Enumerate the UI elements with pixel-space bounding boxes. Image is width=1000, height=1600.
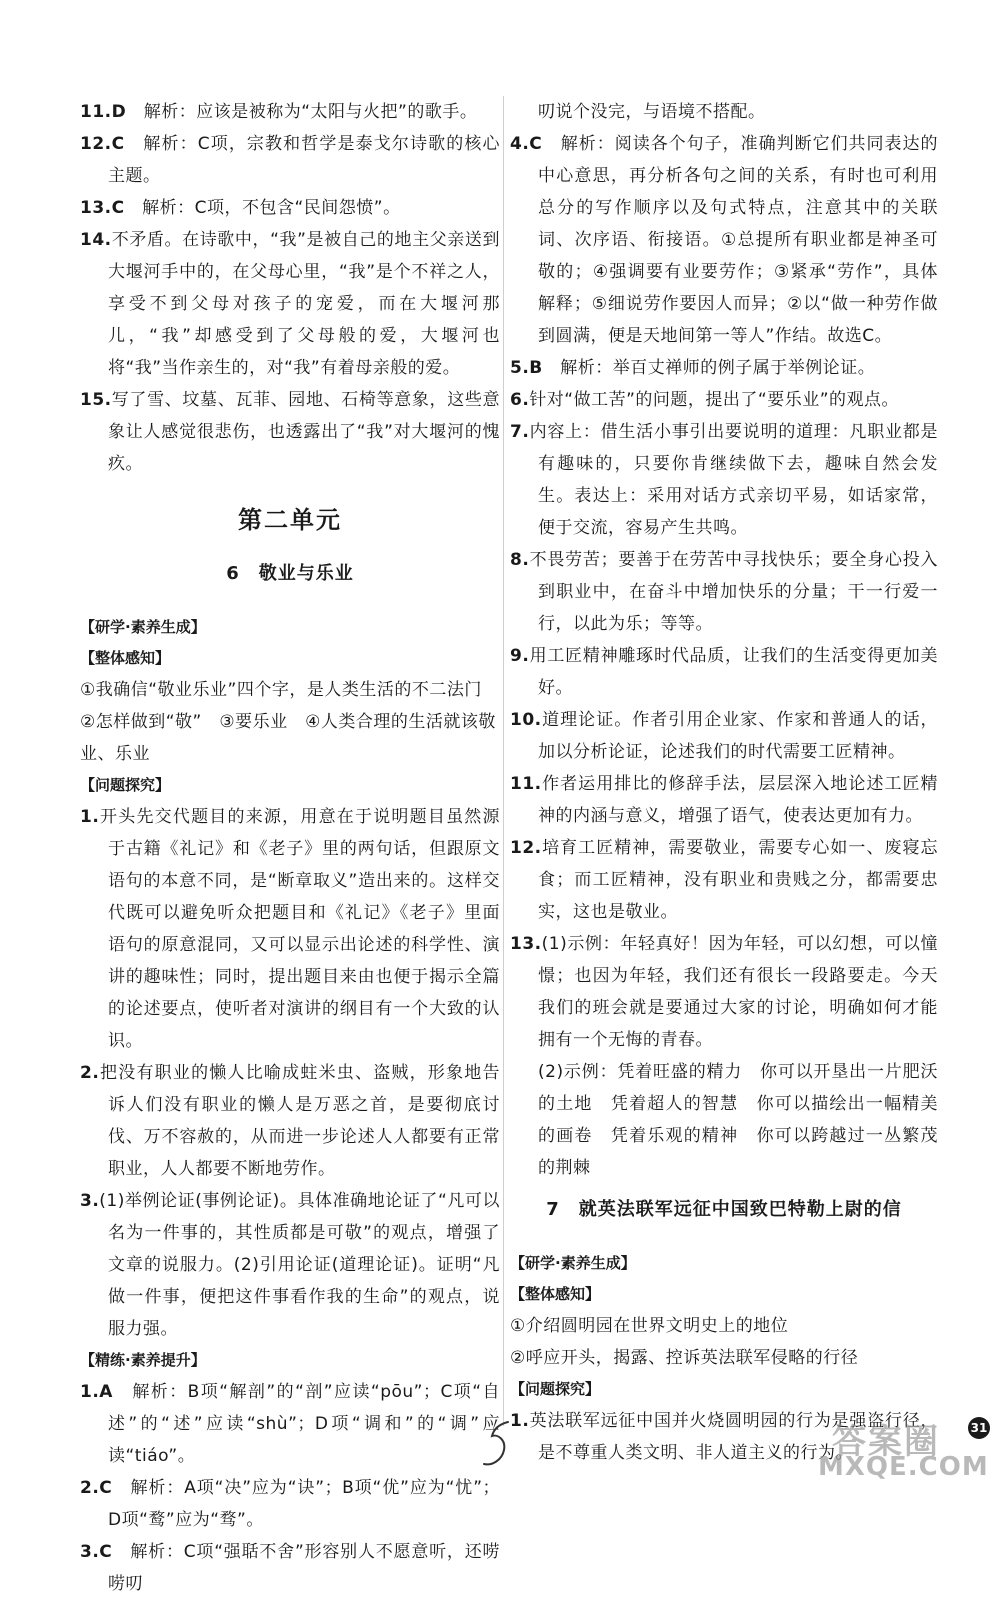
wenti-item-1 — [80, 801, 500, 1057]
item-number: 5.B — [510, 358, 543, 378]
item-number: 6. — [510, 390, 530, 410]
jinglian-item-11 — [510, 768, 938, 832]
right-column — [510, 96, 938, 1469]
jinglian-item-4 — [510, 128, 938, 352]
section-label-wenti: 【问题探究】 — [80, 776, 171, 794]
item-text: 解析：阅读各个句子，准确判断它们共同表达的中心意思，再分析各句之间的关系，有时也可利用总分的写作顺序以及句式特点，注意其中的关联词、次序语、衔接语。①总提所有职业都是神圣可敬的；④强调要有业要劳作；③紧承“劳作”，具体解释；⑤细说劳作要因人而异；②以“做一种劳作做到圆满，便是天地间第一等人”作结。故选C。 — [538, 134, 939, 346]
zhengti-line: ②呼应开头，揭露、控诉英法联军侵略的行径 — [510, 1348, 859, 1368]
item-number: 14. — [80, 230, 112, 250]
jinglian-item-6 — [510, 384, 938, 416]
section-label-zhengti: 【整体感知】 — [80, 649, 171, 667]
item-number: 9. — [510, 646, 530, 666]
answer-item-13 — [80, 192, 500, 224]
section-label-zhengti: 【整体感知】 — [510, 1285, 601, 1303]
item-text: (1)举例论证(事例论证)。具体准确地论证了“凡可以名为一件事的，其性质都是可敬”的观点，增强了文章的说服力。(2)引用论证(道理论证)。证明“凡做一件事，便把这件事看作我的生命”的观点，说服力强。 — [99, 1191, 500, 1339]
item-number: 2. — [80, 1063, 100, 1083]
item-text: 作者运用排比的修辞手法，层层深入地论述工匠精神的内涵与意义，增强了语气，使表达更加有力。 — [538, 774, 938, 826]
watermark-url: MXQE.COM — [818, 1452, 989, 1482]
item-text: 解析：C项，不包含“民间怨愤”。 — [142, 198, 401, 218]
item-13-part-2: (2)示例：凭着旺盛的精力 你可以开垦出一片肥沃的土地 凭着超人的智慧 你可以描绘出一幅精美的画卷 凭着乐观的精神 你可以跨越过一丛繁茂的荆棘 — [538, 1062, 938, 1178]
zhengti-line: ①介绍圆明园在世界文明史上的地位 — [510, 1316, 789, 1336]
item-text: 解析：A项“决”应为“诀”；B项“优”应为“忧”；D项“鹜”应为“骛”。 — [108, 1478, 500, 1530]
item-text: 用工匠精神雕琢时代品质，让我们的生活变得更加美好。 — [529, 646, 938, 698]
jinglian-item-1 — [80, 1376, 500, 1472]
item-number: 1. — [510, 1411, 530, 1431]
watermark-logo: 答案圈 — [832, 1422, 940, 1462]
item-number: 13.C — [80, 198, 125, 218]
wenti-item-3 — [80, 1185, 500, 1345]
item-number: 11. — [510, 774, 542, 794]
answer-item-14 — [80, 224, 500, 384]
item-3-continuation: 叨说个没完，与语境不搭配。 — [538, 102, 766, 122]
item-text: 解析：C项“强聒不舍”形容别人不愿意听，还唠唠叨 — [108, 1542, 501, 1594]
section-label-yanxue: 【研学·素养生成】 — [510, 1254, 636, 1272]
item-text: 不矛盾。在诗歌中，“我”是被自己的地主父亲送到大堰河手中的，在父母心里，“我”是个不祥之人，享受不到父母对孩子的宠爱，而在大堰河那儿，“我”却感受到了父母般的爱，大堰河也将“我”当作亲生的，对“我”有着母亲般的爱。 — [108, 230, 500, 378]
wenti-item-2 — [80, 1057, 500, 1185]
item-number: 1.A — [80, 1382, 113, 1402]
jinglian-item-12 — [510, 832, 938, 928]
item-text: 不畏劳苦；要善于在劳苦中寻找快乐；要全身心投入到职业中，在奋斗中增加快乐的分量；干一行爱一行，以此为乐；等等。 — [529, 550, 938, 634]
jinglian-item-7 — [510, 416, 938, 544]
item-number: 12.C — [80, 134, 125, 154]
item-number: 3.C — [80, 1542, 113, 1562]
item-text: 写了雪、坟墓、瓦菲、园地、石椅等意象，这些意象让人感觉很悲伤，也透露出了“我”对大堰河的愧疚。 — [108, 390, 500, 474]
item-number: 3. — [80, 1191, 100, 1211]
column-divider — [503, 96, 504, 1426]
item-number: 1. — [80, 807, 100, 827]
item-text: 内容上：借生活小事引出要说明的道理：凡职业都是有趣味的，只要你肯继续做下去，趣味自然会发生。表达上：采用对话方式亲切平易，如话家常，便于交流，容易产生共鸣。 — [529, 422, 938, 538]
section-label-wenti: 【问题探究】 — [510, 1380, 601, 1398]
item-number: 10. — [510, 710, 542, 730]
item-number: 12. — [510, 838, 542, 858]
item-number: 4.C — [510, 134, 543, 154]
item-number: 15. — [80, 390, 112, 410]
zhengti-line: ②怎样做到“敬” ③要乐业 ④人类合理的生活就该敬 — [80, 712, 496, 732]
item-text: 解析：B项“解剖”的“剖”应读“pōu”；C项“自述”的“述”应读“shù”；D项“调和”的“调”应读“tiáo”。 — [108, 1382, 500, 1466]
lesson-6-title: 6 敬业与乐业 — [226, 563, 354, 584]
item-text: 解析：举百丈禅师的例子属于举例论证。 — [560, 358, 876, 378]
jinglian-item-8 — [510, 544, 938, 640]
item-number: 7. — [510, 422, 530, 442]
section-label-jinglian: 【精练·素养提升】 — [80, 1351, 206, 1369]
item-number: 11.D — [80, 102, 127, 122]
jinglian-item-13 — [510, 928, 938, 1056]
item-text: 解析：应该是被称为“太阳与火把”的歌手。 — [143, 102, 478, 122]
zhengti-line: ①我确信“敬业乐业”四个字，是人类生活的不二法门 — [80, 680, 482, 700]
page-number-badge: 31 — [968, 1417, 990, 1439]
item-text: (1)示例：年轻真好！因为年轻，可以幻想，可以憧憬；也因为年轻，我们还有很长一段路要走。今天我们的班会就是要通过大家的讨论，明确如何才能拥有一个无悔的青春。 — [538, 934, 938, 1050]
answer-item-11 — [80, 96, 500, 128]
zhengti-line: 业、乐业 — [80, 744, 150, 764]
item-text: 解析：C项，宗教和哲学是泰戈尔诗歌的核心主题。 — [108, 134, 501, 186]
item-text: 道理论证。作者引用企业家、作家和普通人的话，加以分析论证，论述我们的时代需要工匠精神。 — [538, 710, 938, 762]
left-column — [80, 96, 500, 1600]
item-text: 针对“做工苦”的问题，提出了“要乐业”的观点。 — [529, 390, 900, 410]
item-text: 英法联军远征中国并火烧圆明园的行为是强盗行径，是不尊重人类文明、非人道主义的行为。 — [529, 1411, 938, 1463]
item-text: 把没有职业的懒人比喻成蛀米虫、盗贼，形象地告诉人们没有职业的懒人是万恶之首，是要彻底讨伐、万不容赦的，从而进一步论述人人都要有正常职业，人人都要不断地劳作。 — [99, 1063, 500, 1179]
item-text: 开头先交代题目的来源，用意在于说明题目虽然源于古籍《礼记》和《老子》里的两句话，但跟原文语句的本意不同，是“断章取义”造出来的。这样交代既可以避免听众把题目和《礼记》《老子》里面语句的原意混同，又可以显示出论述的科学性、演讲的趣味性；同时，提出题目来由也便于揭示全篇的论述要点，使听者对演讲的纲目有一个大致的认识。 — [99, 807, 500, 1051]
item-number: 13. — [510, 934, 542, 954]
item-number: 2.C — [80, 1478, 113, 1498]
jinglian-item-3 — [80, 1536, 500, 1600]
item-number: 8. — [510, 550, 530, 570]
handwritten-mark — [478, 1418, 518, 1478]
item-text: 培育工匠精神，需要敬业，需要专心如一、废寝忘食；而工匠精神，没有职业和贵贱之分，都需要忠实，这也是敬业。 — [538, 838, 938, 922]
unit-title: 第二单元 — [238, 506, 342, 534]
answer-item-12 — [80, 128, 500, 192]
answer-item-15 — [80, 384, 500, 480]
jinglian-item-5 — [510, 352, 938, 384]
jinglian-item-9 — [510, 640, 938, 704]
section-label-yanxue: 【研学·素养生成】 — [80, 618, 206, 636]
jinglian-item-2 — [80, 1472, 500, 1536]
jinglian-item-10 — [510, 704, 938, 768]
lesson-7-title: 7 就英法联军远征中国致巴特勒上尉的信 — [546, 1199, 902, 1220]
